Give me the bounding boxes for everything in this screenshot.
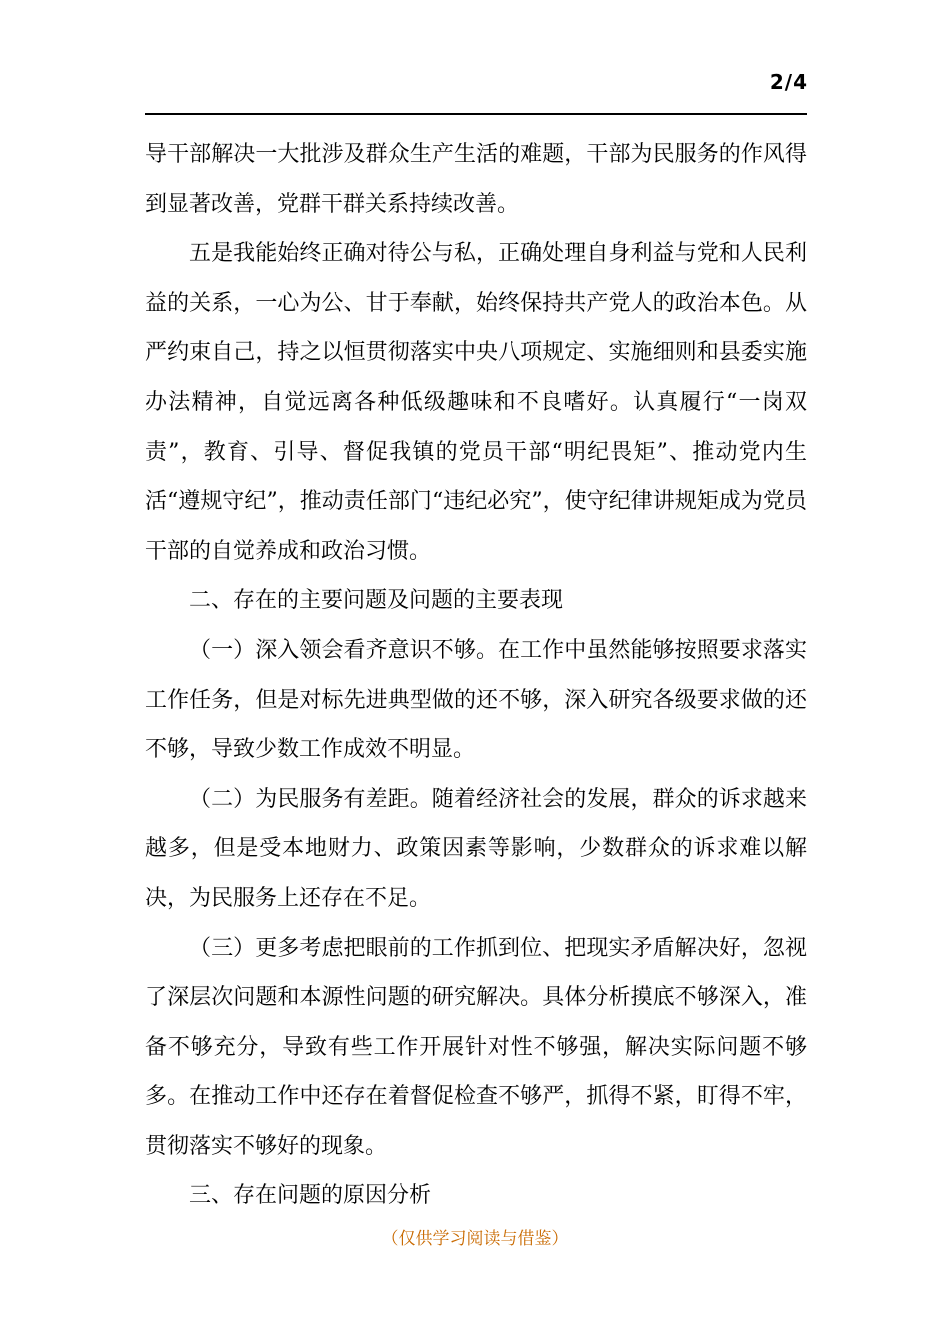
section-heading-problems: 二、存在的主要问题及问题的主要表现 — [189, 588, 564, 614]
paragraph-problem-three: （三）更多考虑把眼前的工作抓到位、把现实矛盾解决好，忽视了深层次问题和本源性问题的研究解决。具体分析摸底不够深入，准备不够充分，导致有些工作开展针对性不够强，解决实际问题不够多。在推动工作中还存在着督促检查不够严，抓得不紧，盯得不牢，贯彻落实不够好的现象。 — [145, 935, 807, 1159]
paragraph-problem-two: （二）为民服务有差距。随着经济社会的发展，群众的诉求越来越多，但是受本地财力、政策因素等影响，少数群众的诉求难以解决，为民服务上还存在不足。 — [145, 786, 807, 911]
paragraph-continuation: 导干部解决一大批涉及群众生产生活的难题，干部为民服务的作风得到显著改善，党群干群关系持续改善。 — [145, 142, 807, 217]
section-heading-causes: 三、存在问题的原因分析 — [189, 1183, 432, 1209]
paragraph-problem-one: （一）深入领会看齐意识不够。在工作中虽然能够按照要求落实工作任务，但是对标先进典型做的还不够，深入研究各级要求做的还不够，导致少数工作成效不明显。 — [145, 637, 807, 763]
document-body — [145, 130, 807, 1221]
header-divider — [145, 113, 807, 115]
footer-disclaimer: （仅供学习阅读与借鉴） — [381, 1229, 569, 1249]
paragraph-point-five: 五是我能始终正确对待公与私，正确处理自身利益与党和人民利益的关系，一心为公、甘于奉献，始终保持共产党人的政治本色。从严约束自己，持之以恒贯彻落实中央八项规定、实施细则和县委实施办法精神，自觉远离各种低级趣味和不良嗜好。认真履行“一岗双责”，教育、引导、督促我镇的党员干部“明纪畏矩”、推动党内生活“遵规守纪”，推动责任部门“违纪必究”，使守纪律讲规矩成为党员干部的自觉养成和政治习惯。 — [145, 241, 807, 564]
page-number: 2/4 — [769, 70, 808, 94]
